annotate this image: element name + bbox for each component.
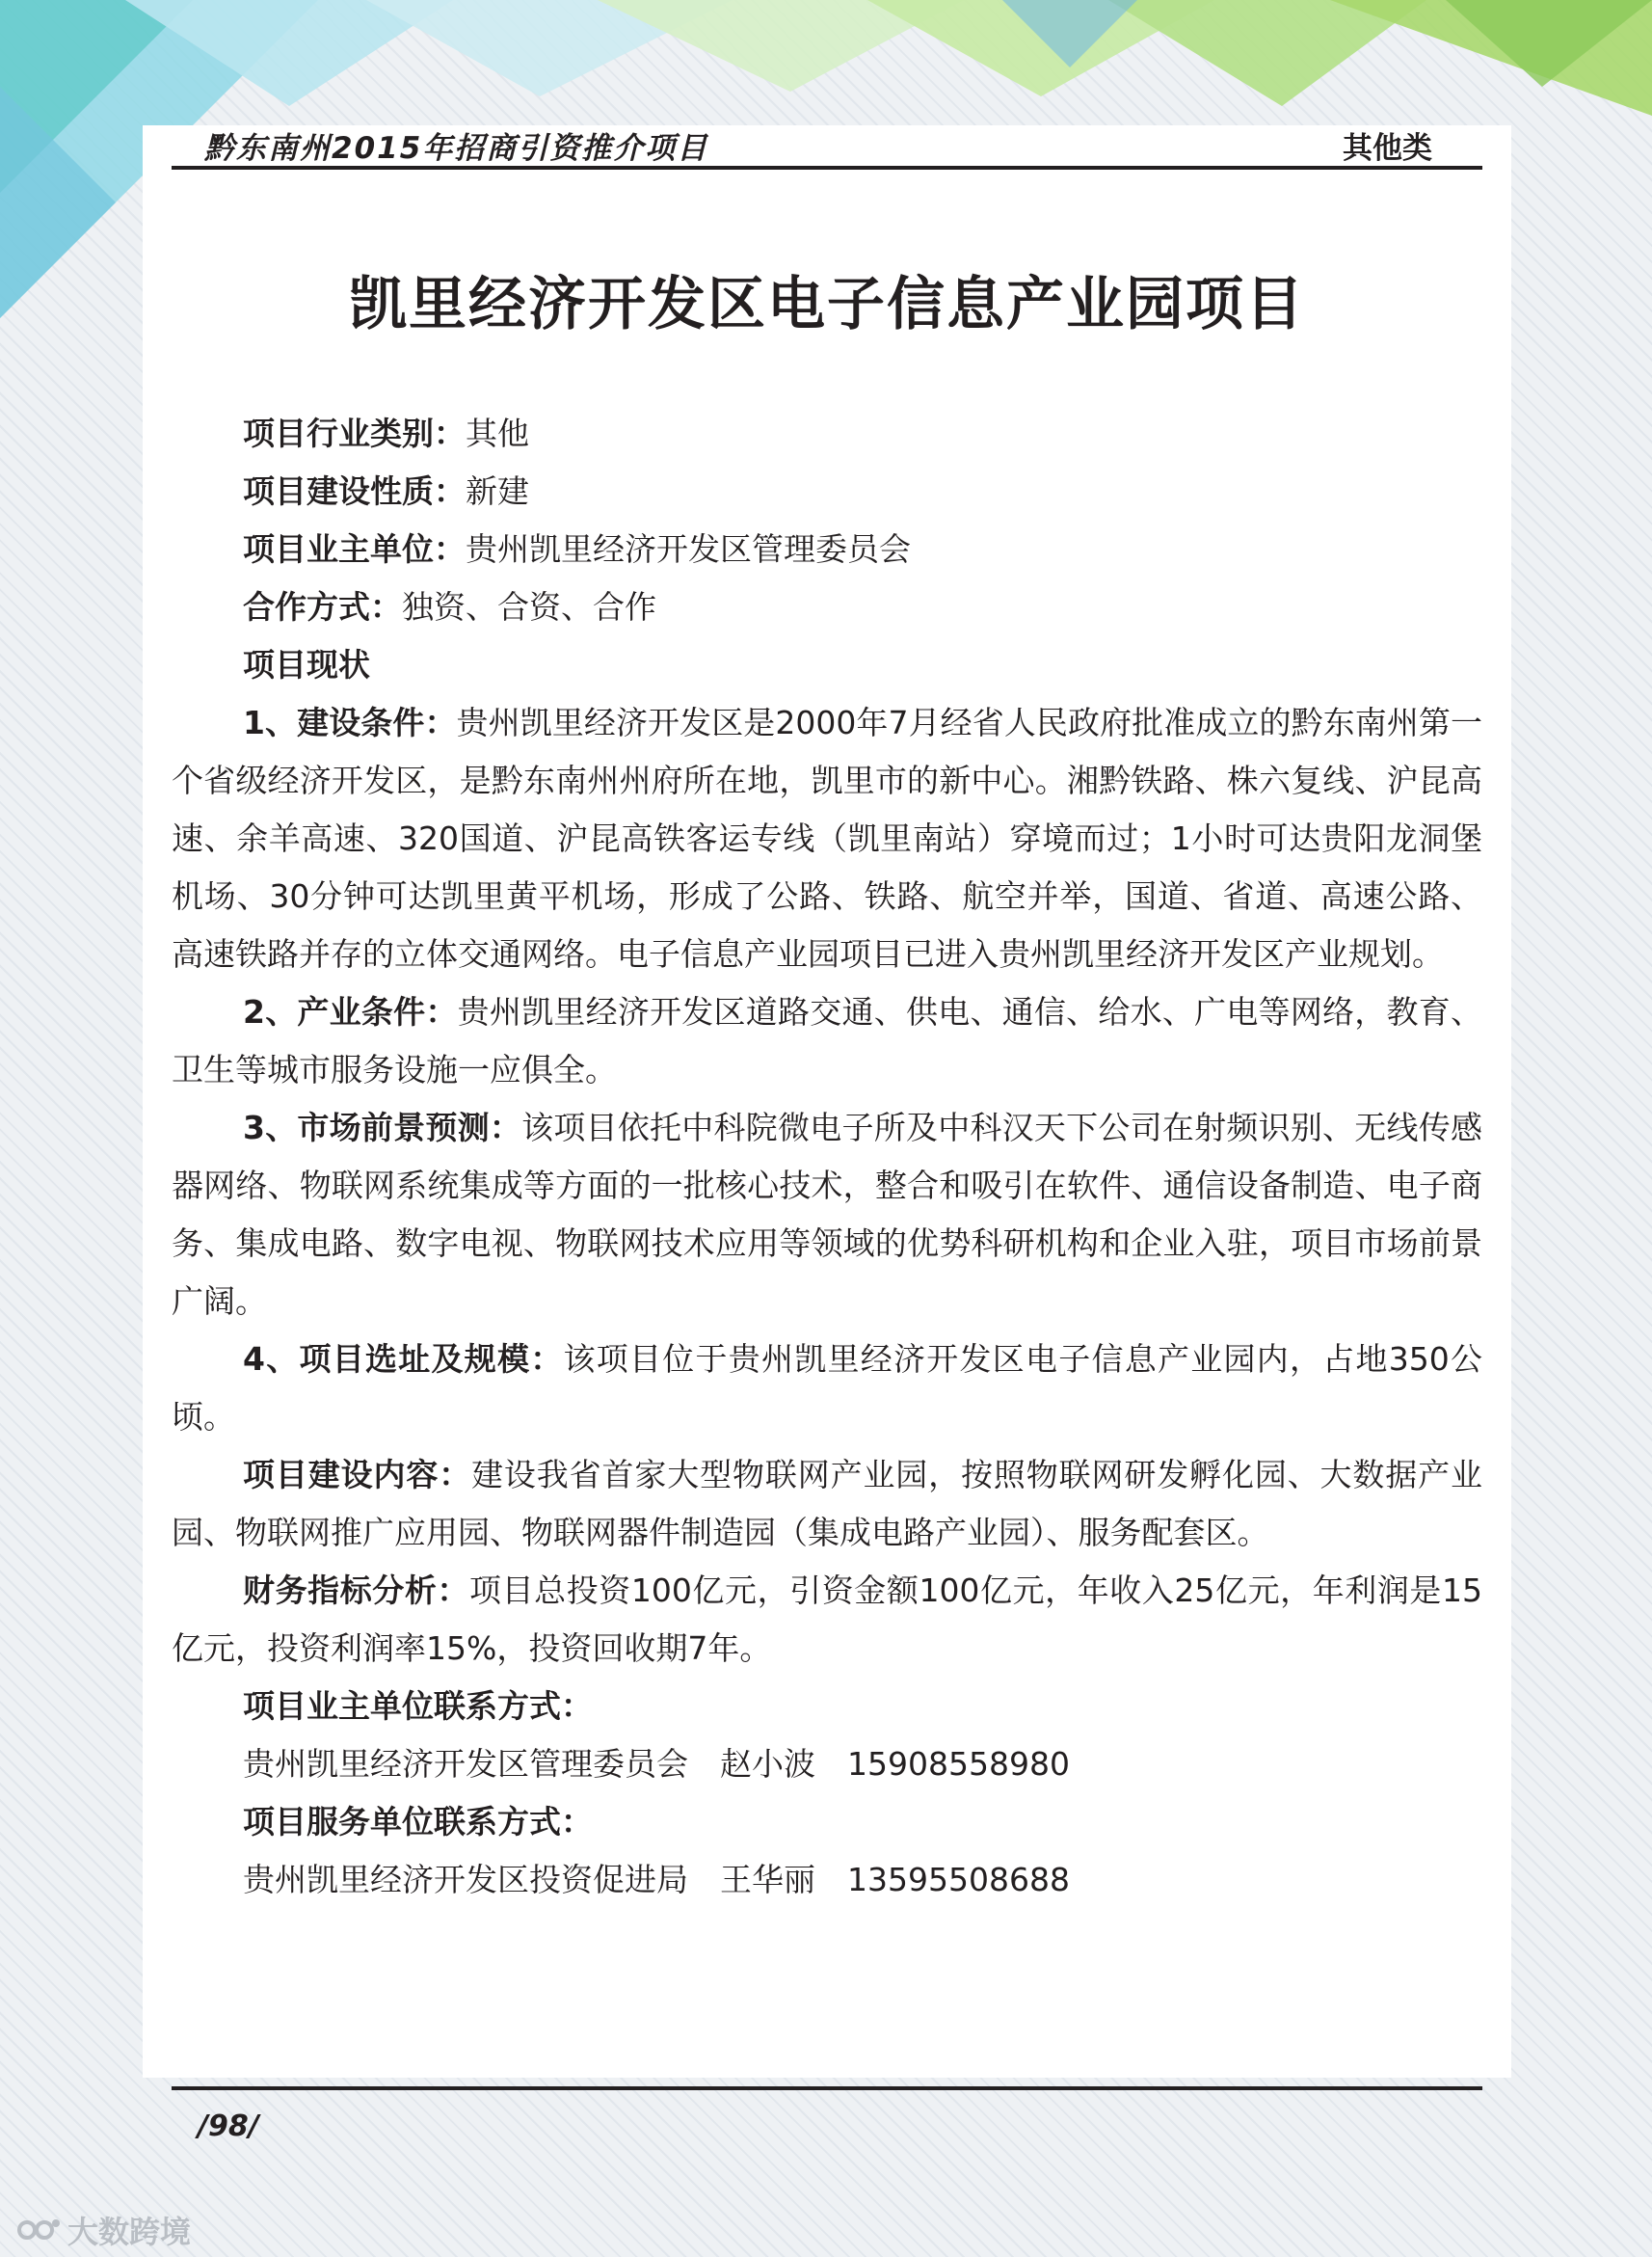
watermark-logo-icon	[17, 2214, 62, 2246]
section-construction-conditions: 1、建设条件：贵州凯里经济开发区是2000年7月经省人民政府批准成立的黔东南州第一个省级经济开发区，是黔东南州州府所在地，凯里市的新中心。湘黔铁路、株六复线、沪昆高速、余羊高速、320国道、沪昆高铁客运专线（凯里南站）穿境而过；1小时可达贵阳龙洞堡机场、30分钟可达凯里黄平机场，形成了公路、铁路、航空并举，国道、省道、高速公路、高速铁路并存的立体交通网络。电子信息产业园项目已进入贵州凯里经济开发区产业规划。	[172, 704, 1482, 973]
section-construction-content: 项目建设内容：建设我省首家大型物联网产业园，按照物联网研发孵化园、大数据产业园、物联网推广应用园、物联网器件制造园（集成电路产业园）、服务配套区。	[172, 1456, 1483, 1551]
section-site-scale: 4、项目选址及规模：该项目位于贵州凯里经济开发区电子信息产业园内，占地350公顷。	[172, 1340, 1482, 1436]
header-publication-title: 黔东南州2015年招商引资推介项目	[204, 131, 709, 166]
owner-contact-line: 贵州凯里经济开发区管理委员会 赵小波 15908558980	[243, 1745, 1070, 1783]
document-body	[172, 405, 1482, 1909]
service-contact-heading: 项目服务单位联系方式：	[243, 1803, 593, 1841]
section-industry-conditions: 2、产业条件：贵州凯里经济开发区道路交通、供电、通信、给水、广电等网络，教育、卫生等城市服务设施一应俱全。	[172, 993, 1483, 1088]
service-contact-line: 贵州凯里经济开发区投资促进局 王华丽 13595508688	[243, 1861, 1070, 1898]
footer-divider	[172, 2086, 1482, 2090]
field-status-heading: 项目现状	[243, 646, 370, 684]
field-nature: 项目建设性质：新建	[243, 472, 529, 510]
header-divider	[172, 166, 1482, 170]
header-category: 其他类	[1343, 131, 1432, 166]
field-owner: 项目业主单位：贵州凯里经济开发区管理委员会	[243, 530, 911, 568]
section-market-outlook: 3、市场前景预测：该项目依托中科院微电子所及中科汉天下公司在射频识别、无线传感器网络、物联网系统集成等方面的一批核心技术，整合和吸引在软件、通信设备制造、电子商务、集成电路、数字电视、物联网技术应用等领域的优势科研机构和企业入驻，项目市场前景广阔。	[172, 1109, 1483, 1320]
field-industry: 项目行业类别：其他	[243, 415, 529, 452]
field-cooperation: 合作方式：独资、合资、合作	[243, 588, 656, 626]
watermark-text: 大数跨境	[67, 2214, 192, 2250]
page-number: /98/	[198, 2109, 259, 2143]
section-financial-analysis: 财务指标分析：项目总投资100亿元，引资金额100亿元，年收入25亿元，年利润是15亿元，投资利润率15%，投资回收期7年。	[172, 1572, 1482, 1667]
document-title: 凯里经济开发区电子信息产业园项目	[349, 271, 1305, 338]
watermark	[17, 2208, 191, 2252]
owner-contact-heading: 项目业主单位联系方式：	[243, 1687, 593, 1725]
